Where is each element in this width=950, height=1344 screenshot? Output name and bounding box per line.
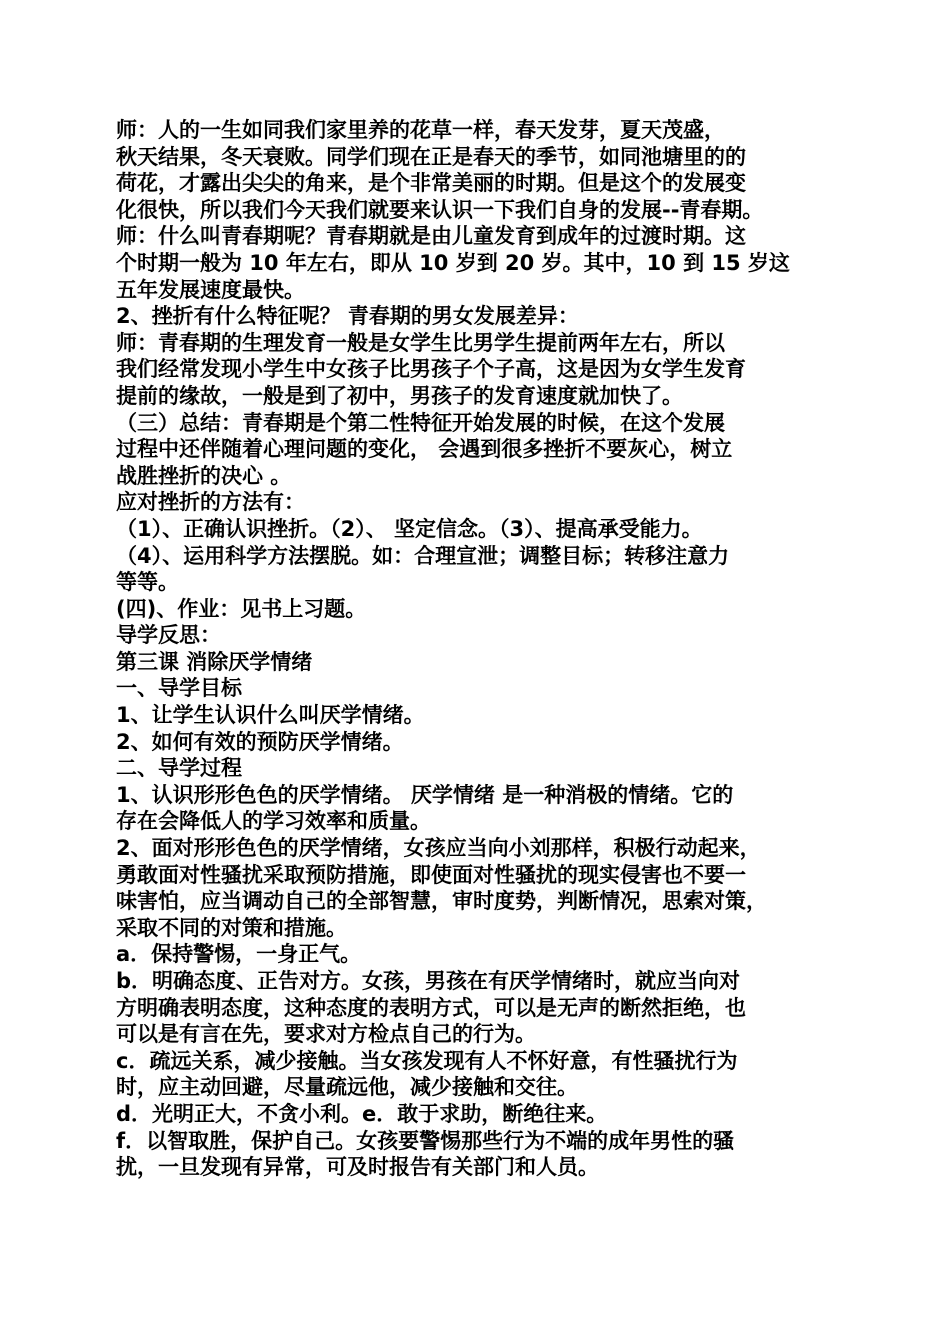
text-line: 味害怕，应当调动自己的全部智慧，审时度势，判断情况，思索对策， [116, 889, 767, 914]
text-line: 师：青春期的生理发育一般是女学生比男学生提前两年左右，所以 [116, 330, 725, 355]
document-page [116, 117, 856, 1181]
text-line: 扰，一旦发现有异常，可及时报告有关部门和人员。 [116, 1155, 599, 1180]
text-line: 导学反思： [116, 623, 221, 648]
text-line: 2、面对形形色色的厌学情绪，女孩应当向小刘那样，积极行动起来， [116, 836, 761, 861]
text-line: 方明确表明态度，这种态度的表明方式，可以是无声的断然拒绝，也 [116, 995, 746, 1020]
text-line: 过程中还伴随着心理问题的变化， 会遇到很多挫折不要灰心，树立 [116, 437, 733, 462]
text-line: 可以是有言在先，要求对方检点自己的行为。 [116, 1022, 536, 1047]
text-line: 战胜挫折的决心 。 [116, 463, 292, 488]
text-line: 时，应主动回避，尽量疏远他，减少接触和交往。 [116, 1075, 578, 1100]
text-line: 1、认识形形色色的厌学情绪。 厌学情绪 是一种消极的情绪。它的 [116, 782, 734, 807]
text-line: （三）总结：青春期是个第二性特征开始发展的时候，在这个发展 [116, 410, 725, 435]
text-line: 师：人的一生如同我们家里养的花草一样，春天发芽，夏天茂盛， [116, 118, 725, 142]
text-line: a．保持警惕，一身正气。 [116, 942, 362, 967]
text-line: b．明确态度、正告对方。女孩，男孩在有厌学情绪时，就应当向对 [116, 969, 741, 993]
text-line: 勇敢面对性骚扰采取预防措施，即使面对性骚扰的现实侵害也不要一 [116, 862, 746, 887]
text-line: f．以智取胜，保护自己。女孩要警惕那些行为不端的成年男性的骚 [116, 1128, 735, 1153]
text-line: （4）、运用科学方法摆脱。如：合理宣泄；调整目标；转移注意力 [116, 543, 730, 568]
text-line: 五年发展速度最快。 [116, 277, 305, 302]
text-line: 采取不同的对策和措施。 [116, 915, 347, 940]
text-line: 秋天结果，冬天衰败。同学们现在正是春天的季节，如同池塘里的的 [116, 144, 746, 169]
text-line: 师：什么叫青春期呢？青春期就是由儿童发育到成年的过渡时期。这 [116, 224, 746, 249]
text-line: 个时期一般为 10 年左右，即从 10 岁到 20 岁。其中，10 到 15 岁这 [116, 250, 790, 275]
text-line: 2、如何有效的预防厌学情绪。 [116, 729, 404, 754]
text-line: 提前的缘故，一般是到了初中，男孩子的发育速度就加快了。 [116, 383, 683, 408]
section-heading: 第三课 消除厌学情绪 [116, 649, 313, 674]
text-line: 存在会降低人的学习效率和质量。 [116, 809, 431, 834]
section-heading: 二、导学过程 [116, 756, 242, 781]
text-line: 等等。 [116, 570, 179, 595]
text-line: d．光明正大，不贪小利。e．敢于求助，断绝往来。 [116, 1101, 608, 1126]
text-line: 化很快，所以我们今天我们就要来认识一下我们自身的发展--青春期。 [116, 197, 764, 222]
section-heading: 一、导学目标 [116, 676, 242, 701]
text-line: （1）、正确认识挫折。（2）、 坚定信念。（3）、提高承受能力。 [116, 516, 703, 541]
text-line: (四)、作业：见书上习题。 [116, 596, 367, 621]
text-line: 我们经常发现小学生中女孩子比男孩子个子高，这是因为女学生发育 [116, 357, 746, 382]
text-line: 荷花，才露出尖尖的角来，是个非常美丽的时期。但是这个的发展变 [116, 171, 746, 196]
text-line: c．疏远关系，减少接触。当女孩发现有人不怀好意，有性骚扰行为 [116, 1048, 738, 1073]
text-line: 1、让学生认识什么叫厌学情绪。 [116, 703, 425, 728]
text-line: 应对挫折的方法有： [116, 490, 305, 515]
text-line: 2、挫折有什么特征呢？ 青春期的男女发展差异： [116, 304, 579, 329]
